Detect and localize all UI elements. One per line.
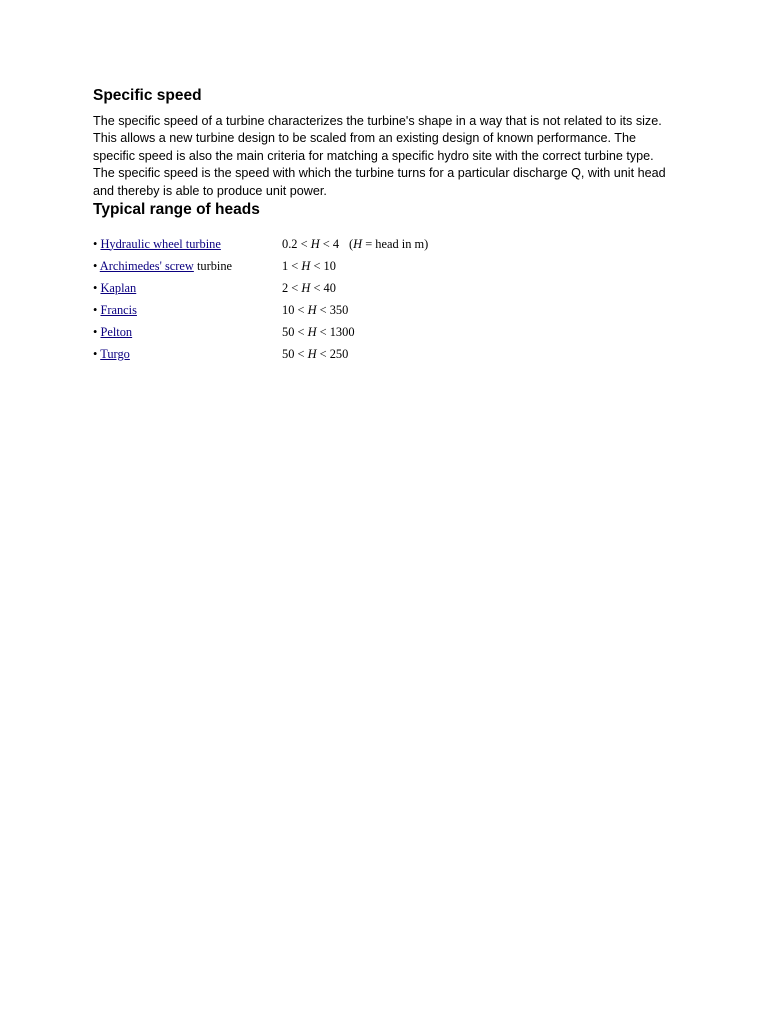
range-lower: 0.2 < (282, 236, 308, 251)
section-heading-typical-range-of-heads: Typical range of heads (93, 201, 260, 219)
turbine-link-pelton[interactable]: Pelton (100, 324, 133, 339)
head-range-cell (282, 343, 428, 365)
head-range-cell (282, 233, 428, 255)
bullet: • (93, 302, 98, 317)
head-variable: H (307, 346, 317, 361)
section-heading-specific-speed: Specific speed (93, 87, 202, 104)
range-upper: < 4 (322, 236, 340, 251)
range-lower: 50 < (282, 346, 305, 361)
range-lower: 2 < (282, 280, 299, 295)
turbine-link-hydraulic-wheel[interactable]: Hydraulic wheel turbine (100, 236, 221, 251)
head-variable: H (310, 236, 320, 251)
head-range-cell (282, 321, 428, 343)
head-variable: H (307, 324, 317, 339)
bullet: • (93, 346, 98, 361)
head-variable: H (307, 302, 317, 317)
note-text: = head in m) (362, 236, 429, 251)
heads-table (93, 233, 428, 365)
table-row (93, 299, 428, 321)
table-row (93, 277, 428, 299)
head-variable: H (301, 258, 311, 273)
table-row (93, 255, 428, 277)
range-lower: 50 < (282, 324, 305, 339)
table-row (93, 233, 428, 255)
turbine-name-cell (93, 277, 282, 299)
range-lower: 1 < (282, 258, 299, 273)
head-variable: H (301, 280, 311, 295)
turbine-name-cell (93, 343, 282, 365)
table-row (93, 343, 428, 365)
head-range-cell (282, 299, 428, 321)
turbine-link-kaplan[interactable]: Kaplan (100, 280, 137, 295)
head-range-cell (282, 277, 428, 299)
turbine-link-francis[interactable]: Francis (100, 302, 137, 317)
range-upper: < 1300 (319, 324, 355, 339)
turbine-link-archimedes-screw[interactable]: Archimedes' screw (99, 258, 194, 273)
bullet: • (93, 236, 98, 251)
range-upper: < 250 (319, 346, 349, 361)
document-page (93, 86, 673, 365)
note-open: ( (349, 236, 354, 251)
turbine-name-cell (93, 233, 282, 255)
turbine-name-cell (93, 255, 282, 277)
turbine-link-turgo[interactable]: Turgo (100, 346, 130, 361)
table-row (93, 321, 428, 343)
note-variable: H (353, 236, 363, 251)
range-lower: 10 < (282, 302, 305, 317)
turbine-name-cell (93, 321, 282, 343)
bullet: • (93, 280, 98, 295)
head-range-cell (282, 255, 428, 277)
range-upper: < 40 (313, 280, 336, 295)
range-upper: < 350 (319, 302, 349, 317)
bullet: • (93, 258, 98, 273)
bullet: • (93, 324, 98, 339)
specific-speed-paragraph: The specific speed of a turbine characterizes the turbine's shape in a way that is not related to its size. This allows a new turbine design to be scaled from an existing design of known performance. The specific speed is also the main criteria for matching a specific hydro site with the correct turbine type. The specific speed is the speed with which the turbine turns for a particular discharge Q, with unit head and thereby is able to produce unit power. (93, 114, 666, 198)
turbine-name-cell (93, 299, 282, 321)
range-upper: < 10 (313, 258, 336, 273)
turbine-suffix: turbine (193, 258, 233, 273)
